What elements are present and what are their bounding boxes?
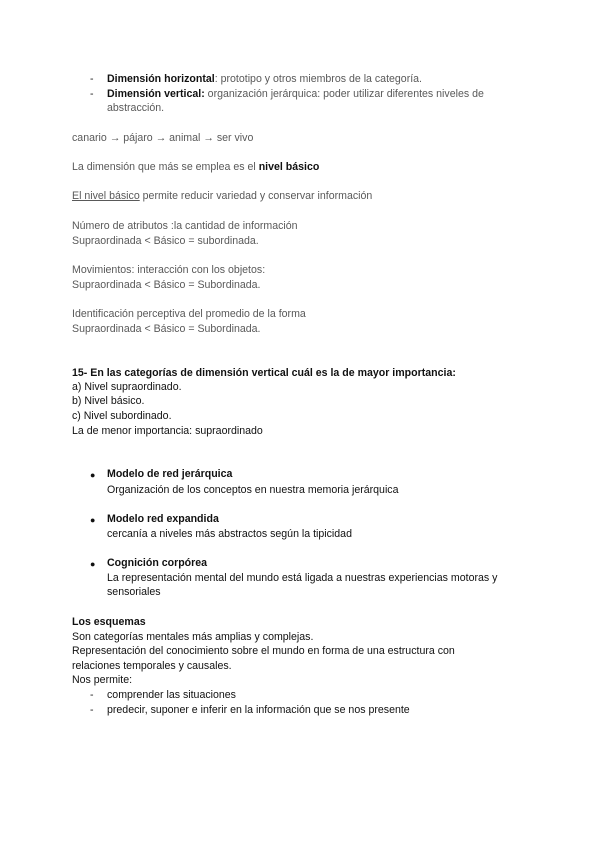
schemas-line: Nos permite: — [72, 674, 133, 686]
perceptual-line2: Supraordinada < Básico = Subordinada. — [72, 323, 261, 335]
list-dash: - — [90, 73, 94, 85]
list-dash: - — [90, 88, 94, 100]
model-desc: Organización de los conceptos en nuestra memoria jerárquica — [107, 484, 399, 496]
most-used-bold: nivel básico — [258, 161, 320, 173]
model-desc: La representación mental del mundo está ligada a nuestras experiencias motoras y — [107, 572, 498, 584]
schemas-item: predecir, suponer e inferir en la información que se nos presente — [107, 704, 410, 716]
most-used-prefix: La dimensión que más se emplea es el — [72, 161, 259, 173]
option-a: a) Nivel supraordinado. — [72, 381, 182, 393]
schemas-line: relaciones temporales y causales. — [72, 660, 232, 672]
option-c: c) Nivel subordinado. — [72, 410, 172, 422]
question-title-text: 15- En las categorías de dimensión vertical cuál es la de mayor importancia: — [72, 367, 456, 379]
model-title — [107, 512, 219, 527]
question-note: La de menor importancia: supraordinado — [72, 425, 263, 437]
term-sep: : — [214, 73, 218, 85]
list-item-horizontal — [107, 72, 422, 87]
movements-line2: Supraordinada < Básico = Subordinada. — [72, 279, 261, 291]
bullet-icon: ● — [90, 515, 96, 525]
schemas-line: Representación del conocimiento sobre el mundo en forma de una estructura con — [72, 645, 455, 657]
perceptual-line1: Identificación perceptiva del promedio de la forma — [72, 308, 306, 320]
most-used-level — [72, 160, 319, 175]
schemas-heading — [72, 615, 146, 630]
list-item-vertical — [107, 87, 484, 102]
question-title — [72, 366, 456, 381]
movements-line1: Movimientos: interacción con los objetos: — [72, 264, 266, 276]
list-dash: - — [90, 689, 94, 701]
horizontal-text: prototipo y otros miembros de la categoría. — [217, 73, 422, 85]
bullet-icon: ● — [90, 470, 96, 480]
list-dash: - — [90, 704, 94, 716]
basic-level-statement — [72, 189, 372, 204]
model-title-text: Modelo red expandida — [107, 513, 219, 525]
term-vertical: Dimensión vertical: — [107, 88, 205, 100]
term-horizontal: Dimensión horizontal — [107, 73, 215, 85]
model-title — [107, 467, 232, 482]
attributes-line1: Número de atributos :la cantidad de información — [72, 220, 298, 232]
basic-level-rest: permite reducir variedad y conservar información — [139, 190, 373, 202]
option-b: b) Nivel básico. — [72, 395, 145, 407]
schemas-line: Son categorías mentales más amplias y complejas. — [72, 631, 314, 643]
attributes-line2: Supraordinada < Básico = subordinada. — [72, 235, 259, 247]
category-chain: canario → pájaro → animal → ser vivo — [72, 132, 254, 144]
model-desc: cercanía a niveles más abstractos según la tipicidad — [107, 528, 352, 540]
vertical-text: organización jerárquica: poder utilizar diferentes niveles de — [204, 88, 484, 100]
basic-level-underlined: El nivel básico — [72, 190, 140, 202]
schemas-item: comprender las situaciones — [107, 689, 236, 701]
model-title-text: Cognición corpórea — [107, 557, 208, 569]
bullet-icon: ● — [90, 559, 96, 569]
vertical-text-cont: abstracción. — [107, 102, 165, 114]
model-desc-cont: sensoriales — [107, 586, 161, 598]
model-title — [107, 556, 207, 571]
model-title-text: Modelo de red jerárquica — [107, 468, 233, 480]
schemas-title: Los esquemas — [72, 616, 146, 628]
